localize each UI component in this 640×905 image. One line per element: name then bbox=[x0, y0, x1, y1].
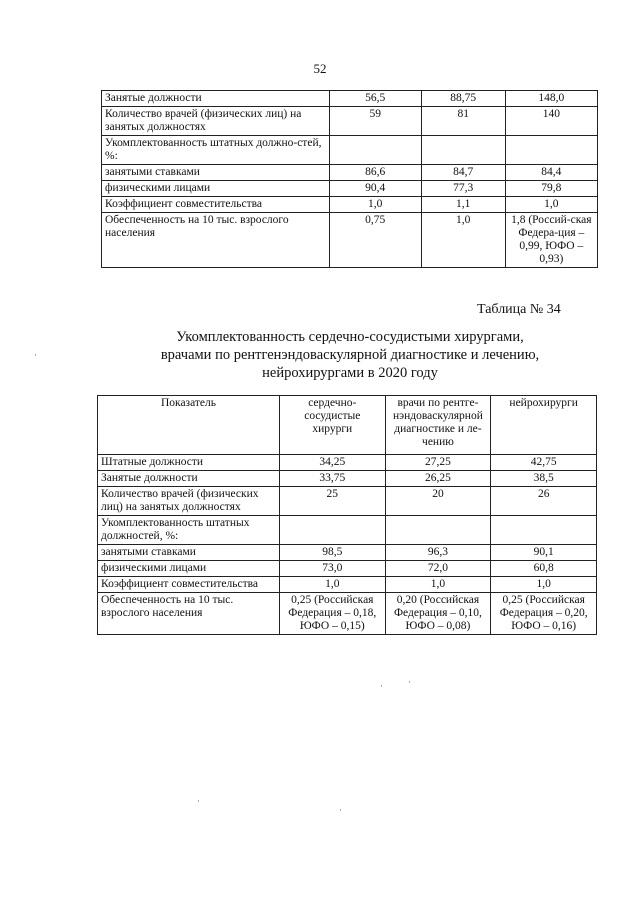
table-row bbox=[102, 165, 598, 181]
table-label: Таблица № 34 bbox=[477, 302, 561, 317]
row-label: Штатные должности bbox=[98, 455, 280, 471]
header-cardiovascular-surgeons: сердечно-сосудистые хирурги bbox=[280, 396, 385, 455]
table-row bbox=[98, 545, 597, 561]
row-label: занятыми ставками bbox=[102, 165, 330, 181]
value-cell: 34,25 bbox=[280, 455, 385, 471]
header-indicator: Показатель bbox=[98, 396, 280, 455]
table-title-line: нейрохирургами в 2020 году bbox=[262, 365, 438, 381]
value-cell: 81 bbox=[421, 107, 505, 136]
value-cell: 140 bbox=[505, 107, 597, 136]
table-title bbox=[100, 328, 600, 382]
value-cell: 38,5 bbox=[491, 471, 597, 487]
table-row bbox=[102, 213, 598, 268]
row-label: Количество врачей (физических лиц) на занятых должностях bbox=[102, 107, 330, 136]
value-cell: 88,75 bbox=[421, 91, 505, 107]
row-label: занятыми ставками bbox=[98, 545, 280, 561]
scan-dot: · bbox=[380, 681, 383, 691]
table-row bbox=[102, 181, 598, 197]
value-cell: 1,0 bbox=[280, 577, 385, 593]
row-label: Коэффициент совместительства bbox=[102, 197, 330, 213]
row-label: физическими лицами bbox=[98, 561, 280, 577]
header-neurosurgeons: нейрохирурги bbox=[491, 396, 597, 455]
table-row bbox=[102, 136, 598, 165]
value-cell: 84,7 bbox=[421, 165, 505, 181]
value-cell: 79,8 bbox=[505, 181, 597, 197]
row-label: Занятые должности bbox=[98, 471, 280, 487]
value-cell: 96,3 bbox=[385, 545, 491, 561]
row-label: Укомплектованность штатных должностей, %: bbox=[98, 516, 280, 545]
value-cell: 42,75 bbox=[491, 455, 597, 471]
value-cell: 148,0 bbox=[505, 91, 597, 107]
value-cell: 1,0 bbox=[505, 197, 597, 213]
value-cell: 60,8 bbox=[491, 561, 597, 577]
table-row bbox=[98, 455, 597, 471]
value-cell: 1,0 bbox=[491, 577, 597, 593]
value-cell bbox=[491, 516, 597, 545]
value-cell: 56,5 bbox=[329, 91, 421, 107]
value-cell bbox=[280, 516, 385, 545]
value-cell: 33,75 bbox=[280, 471, 385, 487]
value-cell bbox=[421, 136, 505, 165]
value-cell: 90,4 bbox=[329, 181, 421, 197]
table-row bbox=[98, 577, 597, 593]
value-cell: 73,0 bbox=[280, 561, 385, 577]
value-cell: 77,3 bbox=[421, 181, 505, 197]
table-title-line: Укомплектованность сердечно-сосудистыми хирургами, bbox=[176, 329, 524, 345]
value-cell: 1,0 bbox=[385, 577, 491, 593]
row-label: Коэффициент совместительства bbox=[98, 577, 280, 593]
value-cell: 59 bbox=[329, 107, 421, 136]
value-cell: 25 bbox=[280, 487, 385, 516]
value-cell: 72,0 bbox=[385, 561, 491, 577]
value-cell: 27,25 bbox=[385, 455, 491, 471]
value-cell: 84,4 bbox=[505, 165, 597, 181]
staffing-table-34 bbox=[97, 395, 597, 635]
row-label: физическими лицами bbox=[102, 181, 330, 197]
table-row bbox=[102, 107, 598, 136]
value-cell: 26 bbox=[491, 487, 597, 516]
table-row bbox=[98, 487, 597, 516]
table-row bbox=[98, 593, 597, 635]
value-cell: 0,25 (Российская Федерация – 0,18, ЮФО – 0,15) bbox=[280, 593, 385, 635]
value-cell: 1,8 (Россий-ская Федера-ция – 0,99, ЮФО – 0,93) bbox=[505, 213, 597, 268]
value-cell bbox=[329, 136, 421, 165]
table-row bbox=[98, 471, 597, 487]
value-cell: 0,75 bbox=[329, 213, 421, 268]
value-cell bbox=[505, 136, 597, 165]
table-header-row bbox=[98, 396, 597, 455]
value-cell: 0,20 (Российская Федерация – 0,10, ЮФО – 0,08) bbox=[385, 593, 491, 635]
table-title-line: врачами по рентгенэндоваскулярной диагностике и лечению, bbox=[160, 347, 540, 363]
value-cell: 98,5 bbox=[280, 545, 385, 561]
value-cell: 0,25 (Российская Федерация – 0,20, ЮФО – 0,16) bbox=[491, 593, 597, 635]
value-cell: 86,6 bbox=[329, 165, 421, 181]
scan-dot: · bbox=[408, 677, 411, 687]
table-row bbox=[98, 561, 597, 577]
row-label: Количество врачей (физических лиц) на занятых должностях bbox=[98, 487, 280, 516]
value-cell: 1,1 bbox=[421, 197, 505, 213]
page-number: 52 bbox=[313, 61, 327, 76]
row-label: Обеспеченность на 10 тыс. взрослого населения bbox=[98, 593, 280, 635]
table-row bbox=[102, 91, 598, 107]
value-cell bbox=[385, 516, 491, 545]
value-cell: 1,0 bbox=[329, 197, 421, 213]
header-endovascular-doctors: врачи по рентге-нэндоваскулярной диагностике и ле-чению bbox=[385, 396, 491, 455]
scan-dot: · bbox=[197, 796, 200, 806]
value-cell: 26,25 bbox=[385, 471, 491, 487]
table-row bbox=[98, 516, 597, 545]
row-label: Занятые должности bbox=[102, 91, 330, 107]
row-label: Укомплектованность штатных должно-стей, %: bbox=[102, 136, 330, 165]
staffing-table-continued bbox=[101, 90, 598, 268]
scan-dot: · bbox=[34, 350, 37, 360]
table-row bbox=[102, 197, 598, 213]
value-cell: 20 bbox=[385, 487, 491, 516]
scan-dot: · bbox=[339, 805, 342, 815]
value-cell: 90,1 bbox=[491, 545, 597, 561]
value-cell: 1,0 bbox=[421, 213, 505, 268]
row-label: Обеспеченность на 10 тыс. взрослого населения bbox=[102, 213, 330, 268]
